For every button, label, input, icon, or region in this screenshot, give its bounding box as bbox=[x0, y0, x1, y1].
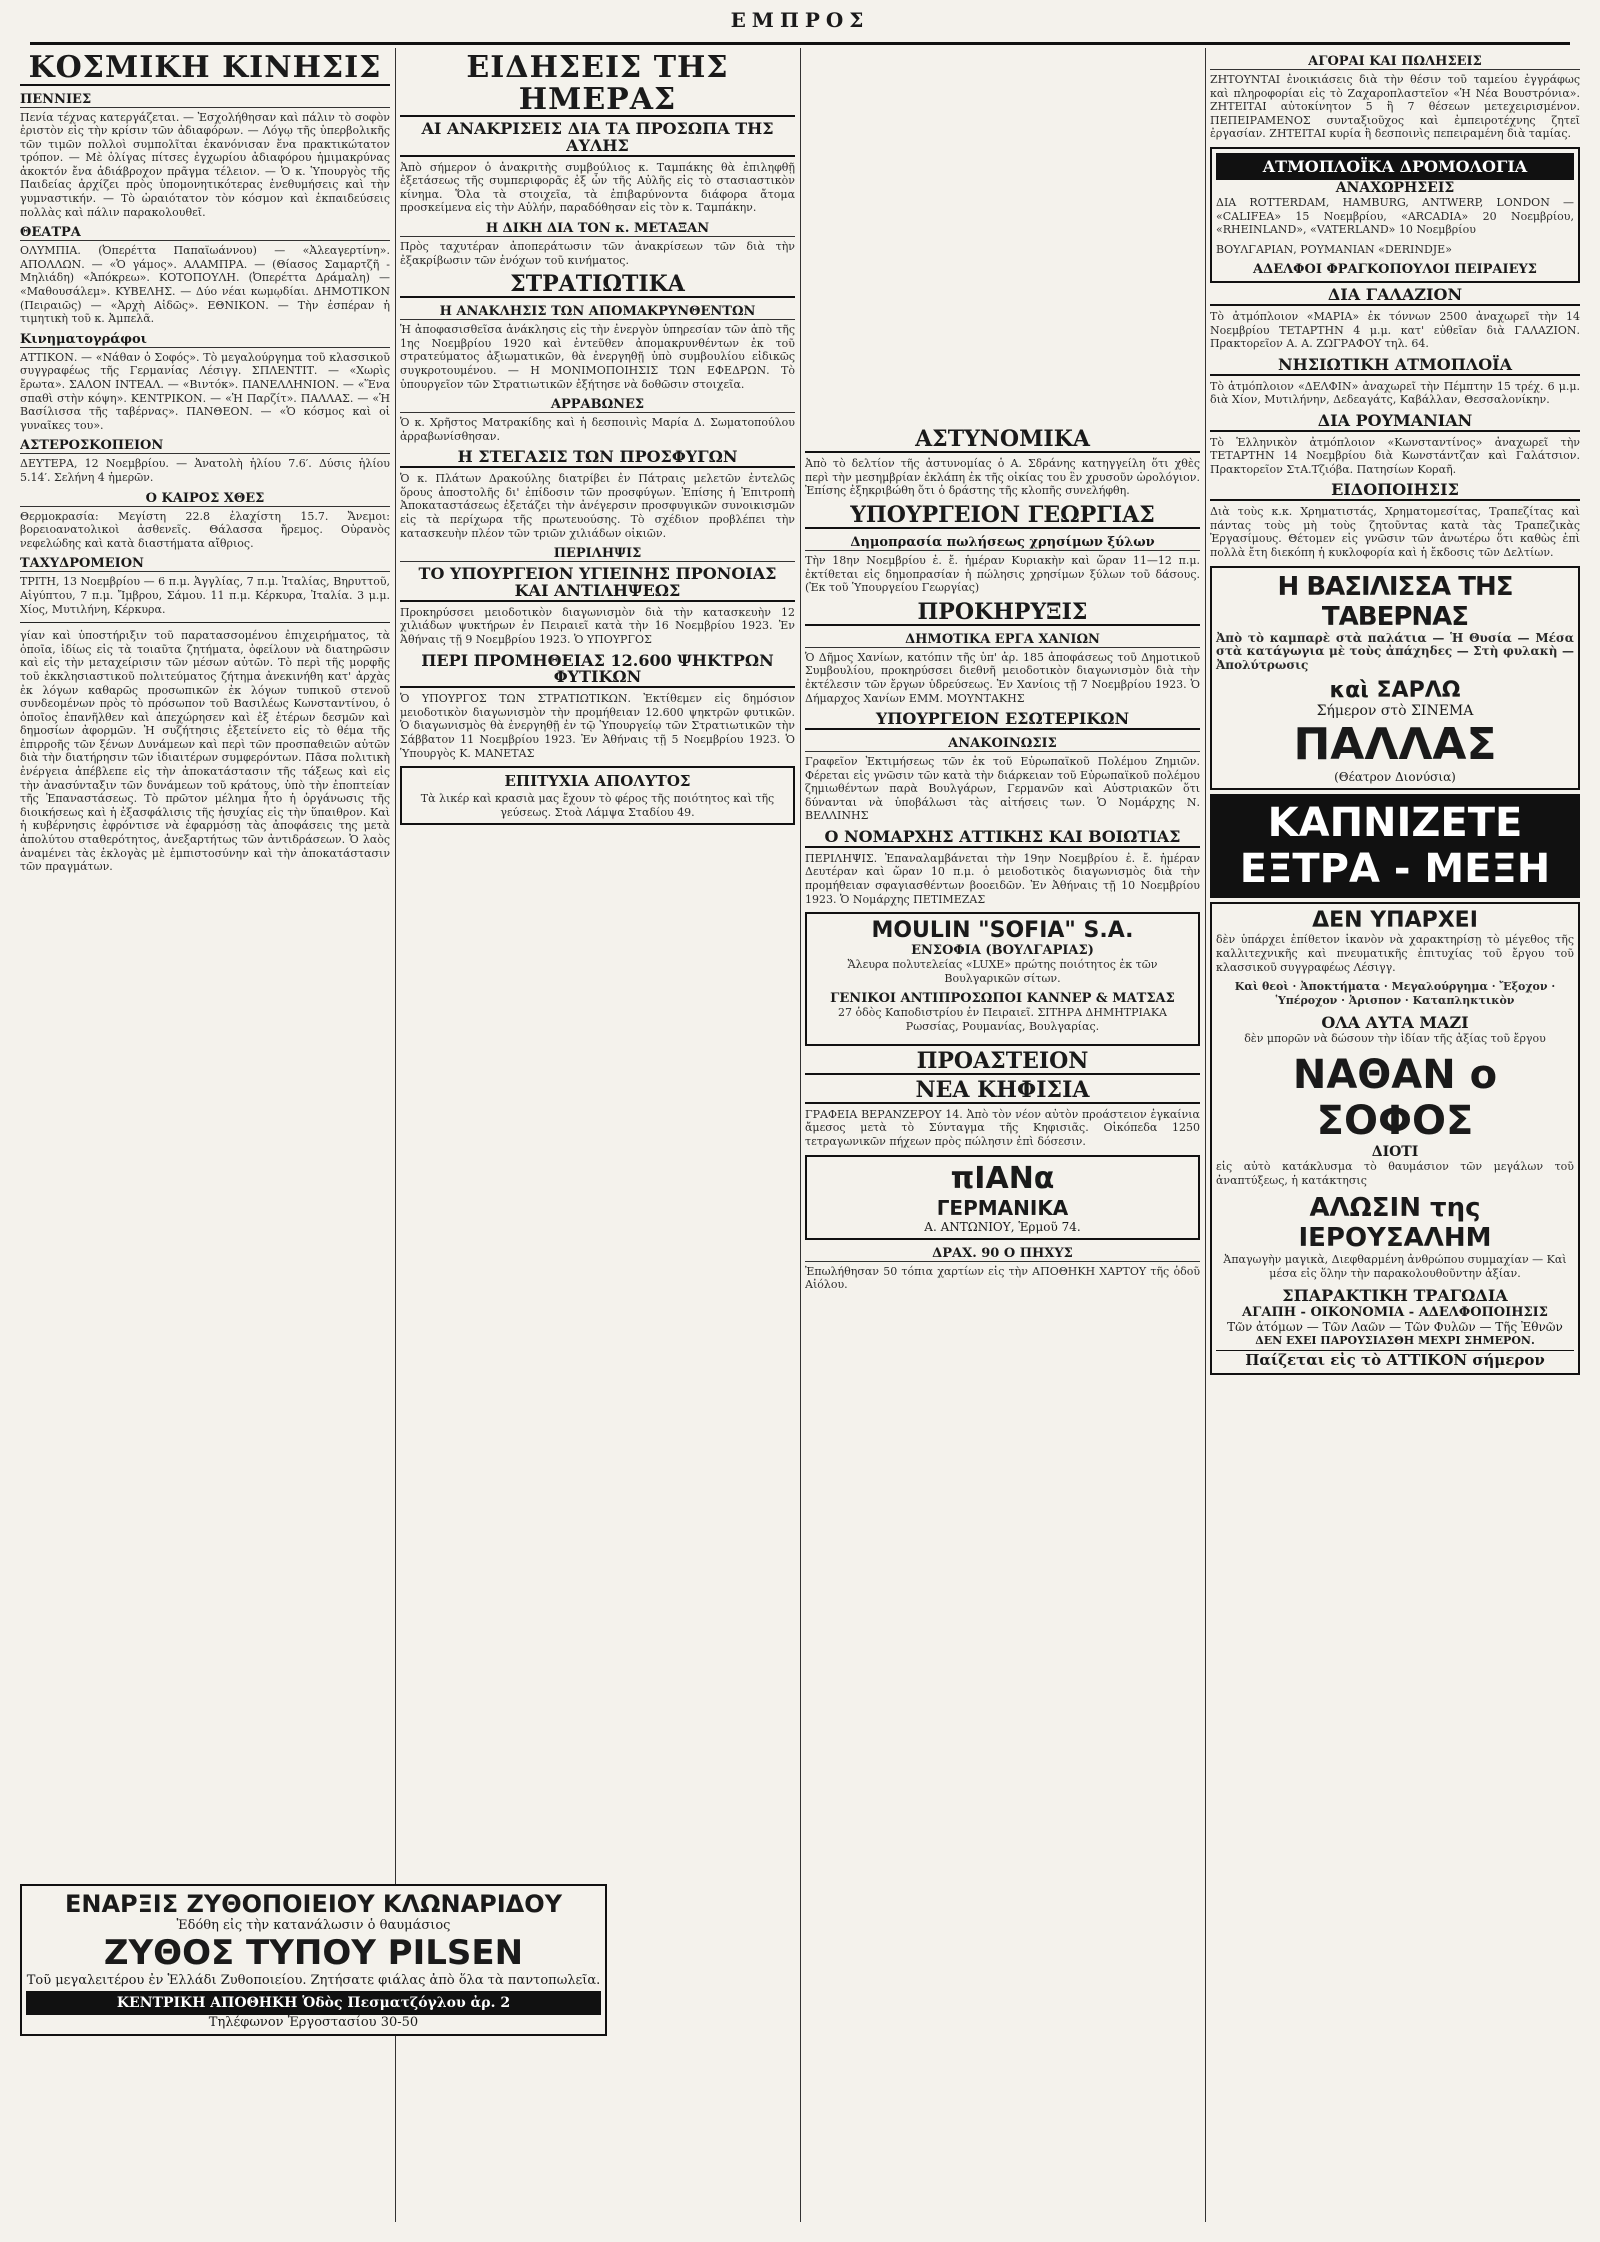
cinema-ad-chaplin: καὶ ΣΑΡΛΩ bbox=[1329, 678, 1461, 704]
nathan-ad-never: ΔΕΝ ΕΧΕΙ ΠΑΡΟΥΣΙΑΣΘΗ ΜΕΧΡΙ ΣΗΜΕΡΟΝ. bbox=[1255, 1334, 1535, 1348]
nathan-ad-all: ΟΛΑ ΑΥΤΑ ΜΑΖΙ bbox=[1321, 1013, 1469, 1033]
shipping-ad-routes: ΔΙΑ ROTTERDAM, HAMBURG, ANTWERP, LONDON — «CALIFEA» 15 Νοεμβρίου, «ARCADIA» 20 Νοεμβρίου, «RHEINLAND», «VATERLAND» 10 Νοεμβρίου bbox=[1216, 195, 1574, 237]
shipping-ad-departures: ΑΝΑΧΩΡΗΣΕΙΣ bbox=[1335, 179, 1455, 196]
theatres-heading: ΘΕΑΤΡΑ bbox=[20, 225, 390, 241]
announcement-text: Γραφεῖον Ἐκτιμήσεως τῶν ἐκ τοῦ Εὐρωπαϊκοῦ Πολέμου Ζημιῶν. Φέρεται εἰς γνῶσιν τῶν κατὰ τὴν διάρκειαν τοῦ Εὐρωπαϊκοῦ πολέμου ζημιωθέντων παρὰ Βουλγάρων, Γερμανῶν καὶ Αὐστριακῶν ὅτι δύνανται νὰ ὑποβάλωσι τὰς αἰτήσεις των. Ὁ Νομάρχης Ν. ΒΕΛΛΙΝΗΣ bbox=[805, 755, 1200, 823]
cinemas-heading: Κινηματογράφοι bbox=[20, 332, 390, 348]
military-heading: ΣΤΡΑΤΙΩΤΙΚΑ bbox=[400, 273, 795, 298]
moulin-ad-place: ΕΝΣΟΦΙΑ (ΒΟΥΛΓΑΡΙΑΣ) bbox=[911, 943, 1094, 959]
metaxas-text: Πρὸς ταχυτέραν ἀποπεράτωσιν τῶν ἀνακρίσεων τῶν διὰ τὴν ἐξακρίβωσιν τῶν ἐνόχων τοῦ κινήματος. bbox=[400, 239, 795, 267]
summary-heading: ΠΕΡΙΛΗΨΙΣ bbox=[400, 546, 795, 562]
pennies-text: Πενία τέχνας κατεργάζεται. — Ἐσχολήθησαν καὶ πάλιν τὸ σοφὸν ἐριστὸν εἰς τὴν κρίσιν τῶν ἀδιαφόρων. — Λόγῳ τῆς ὑπερβολικῆς τῶν τιμῶν πολλοὶ συμπολῖται ἐκανόνισαν ἕνα πρακτικώτατον τρόπον. — Μὲ ὀλίγας πίτσες ἐγχωρίου ἀδιαφόρου ἡμιμακρύνας ἀκοκτόν ἔνα ἀδιάβροχον πρᾶγμα τέλειον. — Ὁ κ. Ὑπουργὸς τῆς Παιδείας ἀρχίζει πρὸς ὑπομονητικότερας ἐνεθυμήσεις καὶ τὴν γυμναστικήν. — Τὸ ὡραιότατον τὸν κόσμον καὶ ἐκπαιδεύσεις πολλὰς καὶ πάλιν παρακολουθεῖ. bbox=[20, 110, 390, 219]
cinema-ad-today: Σήμερον στὸ ΣΙΝΕΜΑ bbox=[1316, 703, 1474, 720]
observatory-heading: ΑΣΤΕΡΟΣΚΟΠΕΙΟΝ bbox=[20, 438, 390, 454]
island-shipping-text: Τὸ ἀτμόπλοιον «ΔΕΛΦΙΝ» ἀναχωρεῖ τὴν Πέμπτην 15 τρέχ. 6 μ.μ. διὰ Χίον, Μυτιλήνην, Δεδεαγάτς, Καβάλλαν, Θεσσαλονίκην. bbox=[1210, 379, 1580, 407]
refugees-text: Ὁ κ. Πλάτων Δρακούλης διατρίβει ἐν Πάτραις μελετῶν ἐντελῶς ὅρους ἀποστολῆς δι' ἐπίδοσιν τῶν προσφύγων. Ἐπίσης ἡ Ἐπιτροπὴ Ἀποκαταστάσεως ἐξετάζει τὴν ἀνέγερσιν προσφυγικῶν συνοικισμῶν εἰς τὰ περίχωρα τῆς πρωτευούσης. Τὸ σχέδιον προβλέπει τὴν κατασκευὴν πλέον τῶν τριῶν χιλιάδων οἰκιῶν. bbox=[400, 472, 795, 540]
column-notices bbox=[805, 48, 1200, 2222]
nathan-ad-playing: Παίζεται εἰς τὸ ΑΤΤΙΚΟΝ σήμερον bbox=[1216, 1350, 1574, 1369]
brushes-heading: ΠΕΡΙ ΠΡΟΜΗΘΕΙΑΣ 12.600 ΨΗΚΤΡΩΝ ΦΥΤΙΚΩΝ bbox=[400, 653, 795, 689]
moulin-ad bbox=[805, 912, 1200, 1045]
weather-heading: Ο ΚΑΙΡΟΣ ΧΘΕΣ bbox=[20, 491, 390, 507]
military-text: Ἡ ἀποφασισθεῖσα ἀνάκλησις εἰς τὴν ἐνεργὸν ὑπηρεσίαν τῶν ἀπὸ τῆς 1ης Νοεμβρίου 1920 καὶ ἐντεῦθεν ἀπομακρυνθέντων ἐκ τοῦ στρατεύματος ἀξιωματικῶν, θὰ ἐνεργηθῇ ὑπὸ συμβουλίου εἰδικῶς συγκροτουμένου. — Η ΜΟΝΙΜΟΠΟΙΗΣΙΣ ΤΩΝ ΕΦΕΔΡΩΝ. Τὸ ὑπουργεῖον τῶν Στρατιωτικῶν ἐξήτησε νὰ δοθῶσιν στοιχεῖα. bbox=[400, 323, 795, 391]
cigarette-ad bbox=[1210, 794, 1580, 898]
brewery-ad-beer: ΖΥΘΟΣ ΤΥΠΟΥ PILSEN bbox=[103, 1933, 524, 1973]
paper-ad-heading: ΔΡΑΧ. 90 Ο ΠΗΧΥΣ bbox=[805, 1246, 1200, 1262]
pianos-ad-sub: ΓΕΡΜΑΝΙΚΑ bbox=[936, 1195, 1069, 1220]
theatres-text: ΟΛΥΜΠΙΑ. (Ὀπερέττα Παπαϊωάννου) — «Ἀλεαγερτίνη». ΑΠΟΛΛΩΝ. — «Ὁ γάμος». ΑΛΑΜΠΡΑ. — (Θίασος Σαμαρτζῆ - Μηλιάδη) «Ἀπόκρεω». ΚΟΤΟΠΟΥΛΗ. (Ὀπερέττα Δράμαλη) — «Μαθουσάλεμ». ΚΥΒΕΛΗΣ. — Δύο νέαι κωμῳδίαι. ΔΗΜΟΤΙΚΟΝ (Πειραιῶς) — «Ἀρχὴ Αἰδῶς». ΕΘΝΙΚΟΝ. — Τὴν ἐσπέραν ἡ τιμητικὴ τοῦ κ. Ἀμπελᾶ. bbox=[20, 244, 390, 326]
brewery-ad-sub: Ἐδόθη εἰς τὴν κατανάλωσιν ὁ θαυμάσιος bbox=[176, 1918, 451, 1933]
column-ads bbox=[1210, 48, 1580, 2222]
post-heading: ΤΑΧΥΔΡΟΜΕΙΟΝ bbox=[20, 556, 390, 572]
recall-heading: Η ΑΝΑΚΛΗΣΙΣ ΤΩΝ ΑΠΟΜΑΚΡΥΝΘΕΝΤΩΝ bbox=[400, 304, 795, 320]
engagements-text: Ὁ κ. Χρῆστος Ματρακίδης καὶ ἡ δεσποινὶς Μαρία Δ. Σωματοπούλου ἀρραβωνίσθησαν. bbox=[400, 416, 795, 443]
romania-heading: ΔΙΑ ΡΟΥΜΑΝΙΑΝ bbox=[1210, 413, 1580, 432]
pianos-ad bbox=[805, 1155, 1200, 1240]
suburb-heading: ΠΡΟΑΣΤΕΙΟΝ bbox=[805, 1050, 1200, 1075]
post-text: ΤΡΙΤΗ, 13 Νοεμβρίου — 6 π.μ. Ἀγγλίας, 7 π.μ. Ἰταλίας, Βηρυττοῦ, Αἰγύπτου, 7 π.μ. Ἴμβρου, Σάμου. 11 π.μ. Κέρκυρα, Ἰταλία. 3 μ.μ. Χίος, Μυτιλήνη, Κέρκυρα. bbox=[20, 575, 390, 616]
brewery-ad-depot: ΚΕΝΤΡΙΚΗ ΑΠΟΘΗΚΗ Ὁδὸς Πεσματζόγλου ἀρ. 2 bbox=[26, 1991, 601, 2015]
chania-text: Ὁ Δῆμος Χανίων, κατόπιν τῆς ὑπ' ἀρ. 185 ἀποφάσεως τοῦ Δημοτικοῦ Συμβουλίου, προκηρύσσει διεθνῆ μειοδοτικὸν διαγωνισμὸν διὰ τὴν ἐκτέλεσιν τῶν ἔργων ὑδρεύσεως. Ἐν Χανίοις τῇ 7 Νοεμβρίου 1923. Ὁ Δήμαρχος Χανίων ΕΜΜ. ΜΟΥΝΤΑΚΗΣ bbox=[805, 650, 1200, 705]
nathan-ad bbox=[1210, 902, 1580, 1375]
police-text: Ἀπὸ τὸ δελτίον τῆς ἀστυνομίας ὁ Α. Σδράνης κατηγγείλη ὅτι χθὲς περὶ τὴν μεσημβρίαν ἐκλάπη ἐκ τῆς οἰκίας του ἓν χρυσοῦν ὡρολόγιον. Ἐπίσης ἐξηκριβώθη ὅτι ὁ δράστης τῆς κλοπῆς συνελήφθη. bbox=[805, 457, 1200, 498]
paper-ad-text: Ἐπωλήθησαν 50 τόπια χαρτίων εἰς τὴν ΑΠΟΘΗΚΗ ΧΑΡΤΟΥ τῆς ὁδοῦ Αἰόλου. bbox=[805, 1264, 1200, 1292]
cinema-ad-venue: (Θέατρον Διονύσια) bbox=[1334, 770, 1456, 785]
ministry-heading: ΤΟ ΥΠΟΥΡΓΕΙΟΝ ΥΓΙΕΙΝΗΣ ΠΡΟΝΟΙΑΣ ΚΑΙ ΑΝΤΙΛΗΨΕΩΣ bbox=[400, 566, 795, 602]
column-rule bbox=[1205, 48, 1206, 2222]
cinema-ad-pallas: ΠΑΛΛΑΣ bbox=[1293, 719, 1497, 771]
romania-text: Τὸ Ἑλληνικὸν ἀτμόπλοιον «Κωνσταντίνος» ἀναχωρεῖ τὴν ΤΕΤΑΡΤΗΝ 14 Νοεμβρίου διὰ Κωνστάντζαν καὶ Γαλάτσιον. Πρακτορεῖον ΣτΑ.Τζιόβα. Πατησίων Κοραῆ. bbox=[1210, 435, 1580, 476]
masthead-title: ΕΜΠΡΟΣ bbox=[730, 8, 870, 32]
news-heading: ΕΙΔΗΣΕΙΣ ΤΗΣ ΗΜΕΡΑΣ bbox=[400, 52, 795, 117]
nathan-ad-praises: Καὶ θεοὶ · Ἀποκτήματα · Μεγαλούργημα · Ἔξοχον · Ὑπέροχον · Ἀρισπον · Καταπληκτικὸν bbox=[1234, 980, 1556, 1007]
moulin-ad-agents: ΓΕΝΙΚΟΙ ΑΝΤΙΠΡΟΣΩΠΟΙ ΚΑΝΝΕΡ & ΜΑΤΣΑΣ bbox=[830, 991, 1175, 1007]
auction-heading: Δημοπρασία πωλήσεως χρησίμων ξύλων bbox=[805, 535, 1200, 551]
engagements-heading: ΑΡΡΑΒΩΝΕΣ bbox=[400, 397, 795, 413]
pianos-ad-title: πΙΑΝα bbox=[950, 1160, 1055, 1196]
shipping-ad-bulgaria: ΒΟΥΛΓΑΡΙΑΝ, ΡΟΥΜΑΝΙΑΝ «DERINDJE» bbox=[1216, 242, 1452, 256]
weather-text: Θερμοκρασία: Μεγίστη 22.8 ἐλαχίστη 15.7. Ἄνεμοι: βορειοανατολικοὶ ἀσθενεῖς. Θάλασσα ἤρεμος. Οὐρανὸς νεφελώδης καὶ κατὰ διαστήματα αἴθριος. bbox=[20, 509, 390, 550]
markets-text: ΖΗΤΟΥΝΤΑΙ ἐνοικιάσεις διὰ τὴν θέσιν τοῦ ταμείου ἐγγράφως καὶ πληροφορίαι εἰς τὸ Ζαχαροπλαστεῖον «Ἡ Νέα Βουστρόνια». ΖΗΤΕΙΤΑΙ αὐτοκίνητον 5 ἢ 7 θέσεων μετεχειρισμένον. ΠΕΠΕΙΡΑΜΕΝΟΣ συνταξιοῦχος καὶ ἐμπειροτέχνης ζητεῖ ἐργασίαν. ΖΗΤΕΙΤΑΙ κυρία ἢ δεσποινὶς πεπειραμένη διὰ ταμίας. bbox=[1210, 73, 1580, 141]
social-heading: ΚΟΣΜΙΚΗ ΚΙΝΗΣΙΣ bbox=[20, 52, 390, 86]
cigarette-ad-smoke: ΚΑΠΝΙΖΕΤΕ bbox=[1267, 800, 1523, 847]
interior-heading: ΥΠΟΥΡΓΕΙΟΝ ΕΣΩΤΕΡΙΚΩΝ bbox=[805, 711, 1200, 730]
refugees-heading: Η ΣΤΕΓΑΣΙΣ ΤΩΝ ΠΡΟΣΦΥΓΩΝ bbox=[400, 449, 795, 468]
divider bbox=[20, 622, 390, 623]
shipping-ad bbox=[1210, 147, 1580, 283]
nathan-ad-more: Ἀπαγωγὴν μαγικὰ, Διεφθαρμένη ἀνθρώπου συμμαχίαν — Καὶ μέσα εἰς ὅλην τὴν παρακολουθοῦντην ἀξίαν. bbox=[1223, 1253, 1567, 1280]
cinema-ad-title: Η ΒΑΣΙΛΙΣΣΑ ΤΗΣ ΤΑΒΕΡΝΑΣ bbox=[1277, 571, 1513, 632]
brewery-ad-title: ΕΝΑΡΞΙΣ ΖΥΘΟΠΟΙΕΙΟΥ ΚΛΩΝΑΡΙΔΟΥ bbox=[64, 1890, 563, 1918]
moulin-ad-title: MOULIN "SOFIA" S.A. bbox=[871, 918, 1134, 944]
kifisia-text: ΓΡΑΦΕΙΑ ΒΕΡΑΝΖΕΡΟΥ 14. Ἀπὸ τὸν νέον αὐτὸν προάστειον ἐγκαίνια ἄμεσος μετὰ τὸ Σύνταγμα τῆς Κηφισιᾶς. Οἰκόπεδα 1250 τετραγωνικῶν πήχεων πρὸς πώλησιν ἐπὶ δόσεσιν. bbox=[805, 1107, 1200, 1148]
nathan-ad-because: ΔΙΟΤΙ bbox=[1371, 1144, 1419, 1160]
moulin-ad-text: Ἄλευρα πολυτελείας «LUXE» πρώτης ποιότητος ἐκ τῶν Βουλγαρικῶν σίτων. bbox=[847, 958, 1158, 985]
success-ad-text: Τὰ λικέρ καὶ κρασιὰ μας ἔχουν τὸ φέρος τῆς ποιότητος καὶ τῆς γεύσεως. Στοὰ Λάμψα Σταδίου 49. bbox=[420, 792, 775, 819]
kifisia-heading: ΝΕΑ ΚΗΦΙΣΙΑ bbox=[805, 1079, 1200, 1104]
nathan-ad-people: Τῶν ἀτόμων — Τῶν Λαῶν — Τῶν Φυλῶν — Τῆς Ἐθνῶν bbox=[1227, 1320, 1563, 1335]
nathan-ad-desc: εἰς αὐτὸ κατάκλυσμα τὸ θαυμάσιον τῶν μεγάλων τοῦ ἀναπτύξεως, ἡ κατάκτησις bbox=[1216, 1160, 1574, 1187]
brewery-ad-text: Τοῦ μεγαλειτέρου ἐν Ἑλλάδι Ζυθοποιείου. Ζητήσατε φιάλας ἀπὸ ὅλα τὰ παντοπωλεῖα. bbox=[26, 1973, 601, 1988]
nathan-ad-jerusalem: ΑΛΩΣΙΝ της ΙΕΡΟΥΣΑΛΗΜ bbox=[1298, 1193, 1492, 1254]
island-shipping-heading: ΝΗΣΙΩΤΙΚΗ ΑΤΜΟΠΛΟΪΑ bbox=[1210, 357, 1580, 376]
moulin-ad-address: 27 ὁδὸς Καποδιστρίου ἐν Πειραιεῖ. ΣΙΤΗΡΑ ΔΗΜΗΤΡΙΑΚΑ Ρωσσίας, Ρουμανίας, Βουλγαρίας. bbox=[837, 1006, 1167, 1033]
inquiries-text: Ἀπὸ σήμερον ὁ ἀνακριτὴς συμβούλιος κ. Ταμπάκης θὰ ἐπιληφθῇ ἐξετάσεως τῆς συμπεριφορᾶς ἐξ ὧν τῆς Αὐλῆς εἰς τὸ στασιαστικὸν κίνημα. Ὅλα τὰ στοιχεῖα, τὰ ἐπιβαρύνοντα διάφορα ἄτομα προσκείμενα εἰς τὴν Αὐλήν, παραδόθησαν εἰς τὸν κ. Ταμπάκην. bbox=[400, 160, 795, 215]
nathan-ad-title: ΝΑΘΑΝ ο ΣΟΦΟΣ bbox=[1292, 1052, 1498, 1144]
cigarette-ad-brand: ΕΞΤΡΑ - ΜΕΞΗ bbox=[1239, 846, 1551, 893]
nathan-ad-tragedy: ΣΠΑΡΑΚΤΙΚΗ ΤΡΑΓΩΔΙΑ bbox=[1282, 1286, 1508, 1306]
announcement-heading: ΑΝΑΚΟΙΝΩΣΙΣ bbox=[805, 736, 1200, 752]
shipping-ad-title: ΑΤΜΟΠΛΟΪΚΑ ΔΡΟΜΟΛΟΓΙΑ bbox=[1216, 153, 1574, 180]
notice-text: Διὰ τοὺς κ.κ. Χρηματιστάς, Χρηματομεσίτας, Τραπεζίτας καὶ πάντας τοὺς μὴ τοὺς ζητοῦντας κατὰ τὰς Τραπεζικὰς Ἐργασίμους. Θέτομεν εἰς γνῶσιν τῶν ἀνωτέρω ὅτι καθὼς ἐπὶ πολλὰ ἔτη διεκόπη ἡ κυκλοφορία καὶ ἡ ἔκδοσις τῶν Δελτίων. bbox=[1210, 505, 1580, 560]
prefect-heading: Ο ΝΟΜΑΡΧΗΣ ΑΤΤΙΚΗΣ ΚΑΙ ΒΟΙΩΤΙΑΣ bbox=[805, 829, 1200, 848]
editorial-text: γίαν καὶ ὑποστήριξιν τοῦ παρατασσομένου ἐπιχειρήματος, τὰ ὁποῖα, ἰδίως εἰς τὰ τοιαῦτα ζητήματα, ὀφείλουν νὰ διατηρῶσιν καὶ εἰς τὴν μεταχείρισιν τῶν μέσων αὐτῶν. Τὸ περὶ τῆς μορφῆς τοῦ ἐκκλησιαστικοῦ πολιτεύματος ζήτημα ἀνεκινήθη κατ' ἀρχὰς ἐκ λόγων καθαρῶς προσωπικῶν ἐκ λόγων τυπικοῦ στενοῦ συνδεομένων πρὸς τὸ πρόσωπον τοῦ Βασιλέως Κωνσταντίνου, ὁ ὁποῖος ἐπανῆλθεν καὶ ἀπεχώρησεν καὶ ἐξ ἑτέρων δεσμῶν καὶ δημοσίων ἀφορμῶν. Ἡ συζήτησις ἐξετείνετο εἰς τὸ θέμα τῆς ἐπιρροῆς τῶν ξένων Δυνάμεων καὶ περὶ τῶν προσπαθειῶν αὐτῶν διὰ τὴν διατήρησιν τῶν ἰδιαιτέρων συμφερόντων. Πᾶσα πολιτικὴ ἐνέργεια ἀπέβλεπε εἰς τὴν ἀποκατάστασιν τῆς τάξεως καὶ εἰς τὴν ἀνασύνταξιν τῶν δυνάμεων τοῦ κράτους, ὑπὸ τὴν ἐποπτείαν τῆς Ἐπαναστάσεως. Τὸ πρῶτον μέλημα ἦτο ἡ ὀργάνωσις τῆς διοικήσεως καὶ ἡ ἐξασφάλισις τῆς ἡσυχίας εἰς τὴν ὕπαιθρον. Καὶ ἡ κυβέρνησις ἐφρόντισε νὰ ἐφαρμόσῃ τὰς ἀποφάσεις της μετὰ ἀπολύτου σταθερότητος, ἀνεξαρτήτως τῶν ἀντιδράσεων. Ὁ λαὸς ἀναμένει τὰς ἐκλογὰς μὲ ἐμπιστοσύνην καὶ τὴν ἀποκατάστασιν τῶν πραγμάτων. bbox=[20, 629, 390, 874]
nathan-ad-head: ΔΕΝ ΥΠΑΡΧΕΙ bbox=[1312, 908, 1478, 934]
chania-heading: ΔΗΜΟΤΙΚΑ ΕΡΓΑ ΧΑΝΙΩΝ bbox=[805, 632, 1200, 648]
cinemas-text: ΑΤΤΙΚΟΝ. — «Νάθαν ὁ Σοφός». Τὸ μεγαλούργημα τοῦ κλασσικοῦ συγγραφέως τῆς Γερμανίας Λέσιγγ. ΣΠΛΕΝΤΙΤ. — «Χωρὶς ἔρωτα». ΣΑΛΟΝ ΙΝΤΕΑΛ. — «Βιντόκ». ΠΑΝΕΛΛΗΝΙΟΝ. — «Ἕνα σπαθὶ στὴν κόψη». ΚΕΝΤΡΙΚΟΝ. — «Ἡ Παρζίτ». ΠΑΛΛΑΣ. — «Ἡ Βασίλισσα τῆς ταβέρνας». ΠΑΝΘΕΟΝ. — «Ὁ κόσμος καὶ οἱ γυναῖκες του». bbox=[20, 350, 390, 432]
cinema-ad bbox=[1210, 566, 1580, 791]
agriculture-text: Τὴν 18ην Νοεμβρίου ἐ. ἔ. ἡμέραν Κυριακὴν καὶ ὥραν 11—12 π.μ. ἐκτίθεται εἰς δημοπρασίαν ἡ πώλησις χρησίμων ξύλων τοῦ δάσους. (Ἐκ τοῦ Ὑπουργείου Γεωργίας) bbox=[805, 553, 1200, 595]
nathan-ad-note: δὲν μπορῶν νὰ δώσουν τὴν ἰδίαν τῆς ἀξίας τοῦ ἔργου bbox=[1244, 1032, 1546, 1046]
nathan-ad-intro: δὲν ὑπάρχει ἐπίθετον ἱκανὸν νὰ χαρακτηρίσῃ τὸ μέγεθος τῆς καλλιτεχνικῆς καὶ πνευματικῆς ἐπιτυχίας τοῦ ἔργου τοῦ κλασσικοῦ συγγραφέως Λέσιγγ. bbox=[1216, 933, 1574, 974]
agriculture-heading: ΥΠΟΥΡΓΕΙΟΝ ΓΕΩΡΓΙΑΣ bbox=[805, 504, 1200, 529]
cinema-ad-scenes: Ἀπὸ τὸ καμπαρὲ στὰ παλάτια — Ἡ Θυσία — Μέσα στὰ κατάγωγια μὲ τοὺς ἀπάχηδες — Στὴ φυλακὴ — Ἀπολύτρωσις bbox=[1216, 630, 1574, 672]
ministry-text: Προκηρύσσει μειοδοτικὸν διαγωνισμὸν διὰ τὴν κατασκευὴν 12 χιλιάδων ψυκτήρων ἐν Πειραιεῖ κατὰ τὴν 16 Νοεμβρίου 1923. Ἐν Ἀθήναις τῇ 9 Νοεμβρίου 1923. Ὁ ΥΠΟΥΡΓΟΣ bbox=[400, 605, 795, 646]
brewery-ad-phone: Τηλέφωνον Ἐργοστασίου 30-50 bbox=[208, 2015, 419, 2030]
shipping-ad-agents: ΑΔΕΛΦΟΙ ΦΡΑΓΚΟΠΟΥΛΟΙ ΠΕΙΡΑΙΕΥΣ bbox=[1253, 262, 1537, 278]
metaxas-heading: Η ΔΙΚΗ ΔΙΑ ΤΟΝ κ. ΜΕΤΑΞΑΝ bbox=[400, 221, 795, 237]
notice-heading: ΕΙΔΟΠΟΙΗΣΙΣ bbox=[1210, 482, 1580, 501]
markets-heading: ΑΓΟΡΑΙ ΚΑΙ ΠΩΛΗΣΕΙΣ bbox=[1210, 54, 1580, 70]
inquiries-heading: ΑΙ ΑΝΑΚΡΙΣΕΙΣ ΔΙΑ ΤΑ ΠΡΟΣΩΠΑ ΤΗΣ ΑΥΛΗΣ bbox=[400, 121, 795, 157]
proclamation-heading: ΠΡΟΚΗΡΥΞΙΣ bbox=[805, 601, 1200, 626]
success-ad-title: ΕΠΙΤΥΧΙΑ ΑΠΟΛΥΤΟΣ bbox=[504, 772, 691, 791]
police-heading: ΑΣΤΥΝΟΜΙΚΑ bbox=[805, 428, 1200, 453]
column-rule bbox=[800, 48, 801, 2222]
prefect-text: ΠΕΡΙΛΗΨΙΣ. Ἐπαναλαμβάνεται τὴν 19ην Νοεμβρίου ἐ. ἔ. ἡμέραν Δευτέραν καὶ ὥραν 10 π.μ. ὁ μειοδοτικὸς διαγωνισμὸς διὰ τὴν προμήθειαν σφαγιασθέντων βοοειδῶν. Ἐν Ἀθήναις τῇ 10 Νοεμβρίου 1923. Ὁ Νομάρχης ΠΕΤΙΜΕΖΑΣ bbox=[805, 851, 1200, 906]
brewery-ad bbox=[20, 1884, 607, 2036]
brushes-text: Ὁ ΥΠΟΥΡΓΟΣ ΤΩΝ ΣΤΡΑΤΙΩΤΙΚΩΝ. Ἐκτίθεμεν εἰς δημόσιον μειοδοτικὸν διαγωνισμὸν τὴν προμήθειαν 12.600 ψηκτρῶν φυτικῶν. Ὁ διαγωνισμὸς θὰ ἐνεργηθῇ ἐν τῷ Ὑπουργείῳ τῶν Στρατιωτικῶν τὴν Σάββατον 11 Νοεμβρίου 1923. Ἐν Ἀθήναις τῇ 5 Νοεμβρίου 1923. Ὁ Ὑπουργὸς Κ. ΜΑΝΕΤΑΣ bbox=[400, 692, 795, 760]
galatz-heading: ΔΙΑ ΓΑΛΑΖΙΟΝ bbox=[1210, 287, 1580, 306]
galatz-text: Τὸ ἀτμόπλοιον «ΜΑΡΙΑ» ἐκ τόννων 2500 ἀναχωρεῖ τὴν 14 Νοεμβρίου ΤΕΤΑΡΤΗΝ 4 μ.μ. κατ' εὐθεῖαν διὰ ΓΑΛΑΖΙΟΝ. Πρακτορεῖον Α. Α. ΖΩΓΡΑΦΟΥ τηλ. 64. bbox=[1210, 310, 1580, 351]
masthead bbox=[30, 8, 1570, 45]
pennies-heading: ΠΕΝΝΙΕΣ bbox=[20, 92, 390, 108]
success-ad bbox=[400, 766, 795, 825]
nathan-ad-love: ΑΓΑΠΗ - ΟΙΚΟΝΟΜΙΑ - ΑΔΕΛΦΟΠΟΙΗΣΙΣ bbox=[1242, 1305, 1548, 1321]
observatory-text: ΔΕΥΤΕΡΑ, 12 Νοεμβρίου. — Ἀνατολὴ ἡλίου 7.6′. Δύσις ἡλίου 5.14′. Σελήνη 4 ἡμερῶν. bbox=[20, 457, 390, 484]
pianos-ad-address: Α. ΑΝΤΩΝΙΟΥ, Ἑρμοῦ 74. bbox=[924, 1219, 1081, 1234]
